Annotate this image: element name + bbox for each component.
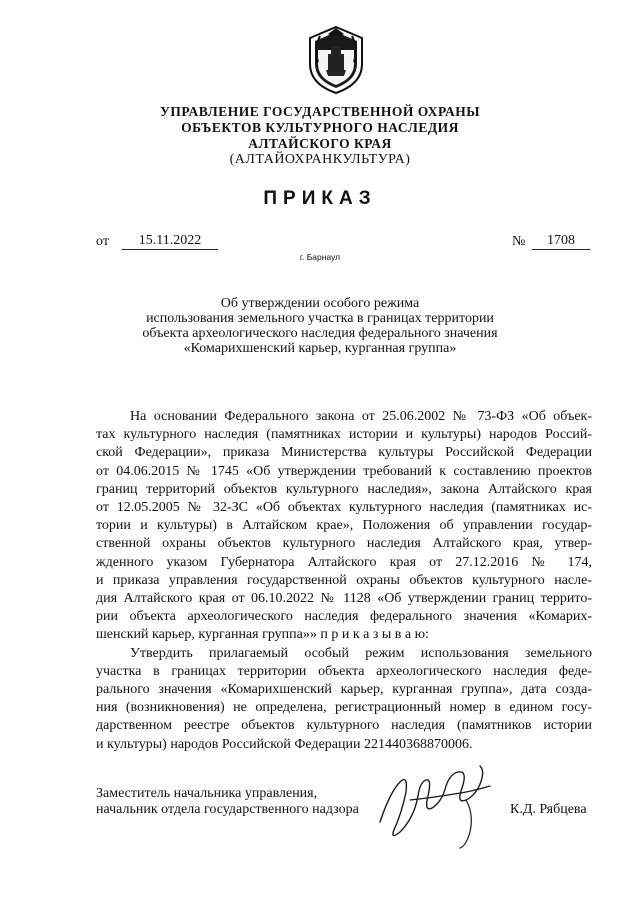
body-line: от 12.05.2005 № 32-ЗС «Об объектах культурного наследия (памятниках ис- <box>96 500 592 516</box>
body-line: рии объекта археологического наследия федерального значения «Комарих- <box>96 609 592 625</box>
subject-line: объекта археологического наследия федерального значения <box>142 326 498 341</box>
document-number: 1708 <box>532 233 590 250</box>
org-name-line-3: АЛТАЙСКОГО КРАЯ <box>248 136 392 151</box>
body-line: и приказа управления государственной охраны объектов культурного насле- <box>96 572 592 588</box>
org-name-line-2: ОБЪЕКТОВ КУЛЬТУРНОГО НАСЛЕДИЯ <box>181 120 459 135</box>
body-line: Утвердить прилагаемый особый режим использования земельного <box>130 645 592 661</box>
document-subject <box>0 296 640 356</box>
body-line: и культуры) народов Российской Федерации 221440368870006. <box>96 736 473 752</box>
subject-line: «Комарихшенский карьер, курганная группа» <box>183 341 457 356</box>
body-line: от 04.06.2015 № 1745 «Об утверждении требований к составлению проектов <box>96 463 592 479</box>
body-line: дия Алтайского края от 06.10.2022 № 1128 «Об утверждении границ террито- <box>96 591 592 607</box>
signatory-position-line: начальник отдела государственного надзора <box>96 802 359 817</box>
body-line: тах культурного наследия (памятниках истории и культуры) народов Россий- <box>96 427 592 443</box>
body-line: дарственном реестре объектов культурного наследия (памятников истории <box>96 718 592 734</box>
signatory-name: К.Д. Рябцева <box>510 802 587 817</box>
subject-line: использования земельного участка в границах территории <box>146 311 494 326</box>
signatory-position-line: Заместитель начальника управления, <box>96 786 318 801</box>
date-label: от <box>96 234 109 249</box>
body-line: границ территорий объектов культурного наследия», закона Алтайского края <box>96 481 592 497</box>
body-line: шенский карьер, курганная группа»» п р и к а з ы в а ю: <box>96 627 429 643</box>
document-city: г. Барнаул <box>299 252 341 262</box>
body-line: ственной охраны объектов культурного наследия Алтайского края, утвер- <box>96 536 592 552</box>
body-line: ской Федерации», приказа Министерства культуры Российской Федерации <box>96 445 592 461</box>
body-line: тории и культуры) в Алтайском крае», Положения об управлении государ- <box>96 518 592 534</box>
document-type-title: ПРИКАЗ <box>263 188 377 209</box>
document-body <box>96 408 592 754</box>
body-line: ния (возникновения) не определена, регистрационный номер в едином госу- <box>96 700 592 716</box>
document-date: 15.11.2022 <box>122 233 218 250</box>
coat-of-arms-emblem <box>304 24 368 96</box>
body-line: жденного указом Губернатора Алтайского края от 27.12.2016 № 174, <box>96 554 592 570</box>
body-line: участка в границах территории объекта археологического наследия феде- <box>96 663 592 679</box>
handwritten-signature <box>370 752 502 852</box>
org-short-name: (АЛТАЙОХРАНКУЛЬТУРА) <box>229 152 411 167</box>
org-name-line-1: УПРАВЛЕНИЕ ГОСУДАРСТВЕННОЙ ОХРАНЫ <box>160 104 480 119</box>
body-line: рального значения «Комарихшенский карьер, курганная группа», дата созда- <box>96 682 592 698</box>
number-label: № <box>512 234 526 249</box>
signatory-position <box>96 786 359 818</box>
body-line: На основании Федерального закона от 25.06.2002 № 73-ФЗ «Об объек- <box>130 409 592 424</box>
subject-line: Об утверждении особого режима <box>220 296 420 311</box>
